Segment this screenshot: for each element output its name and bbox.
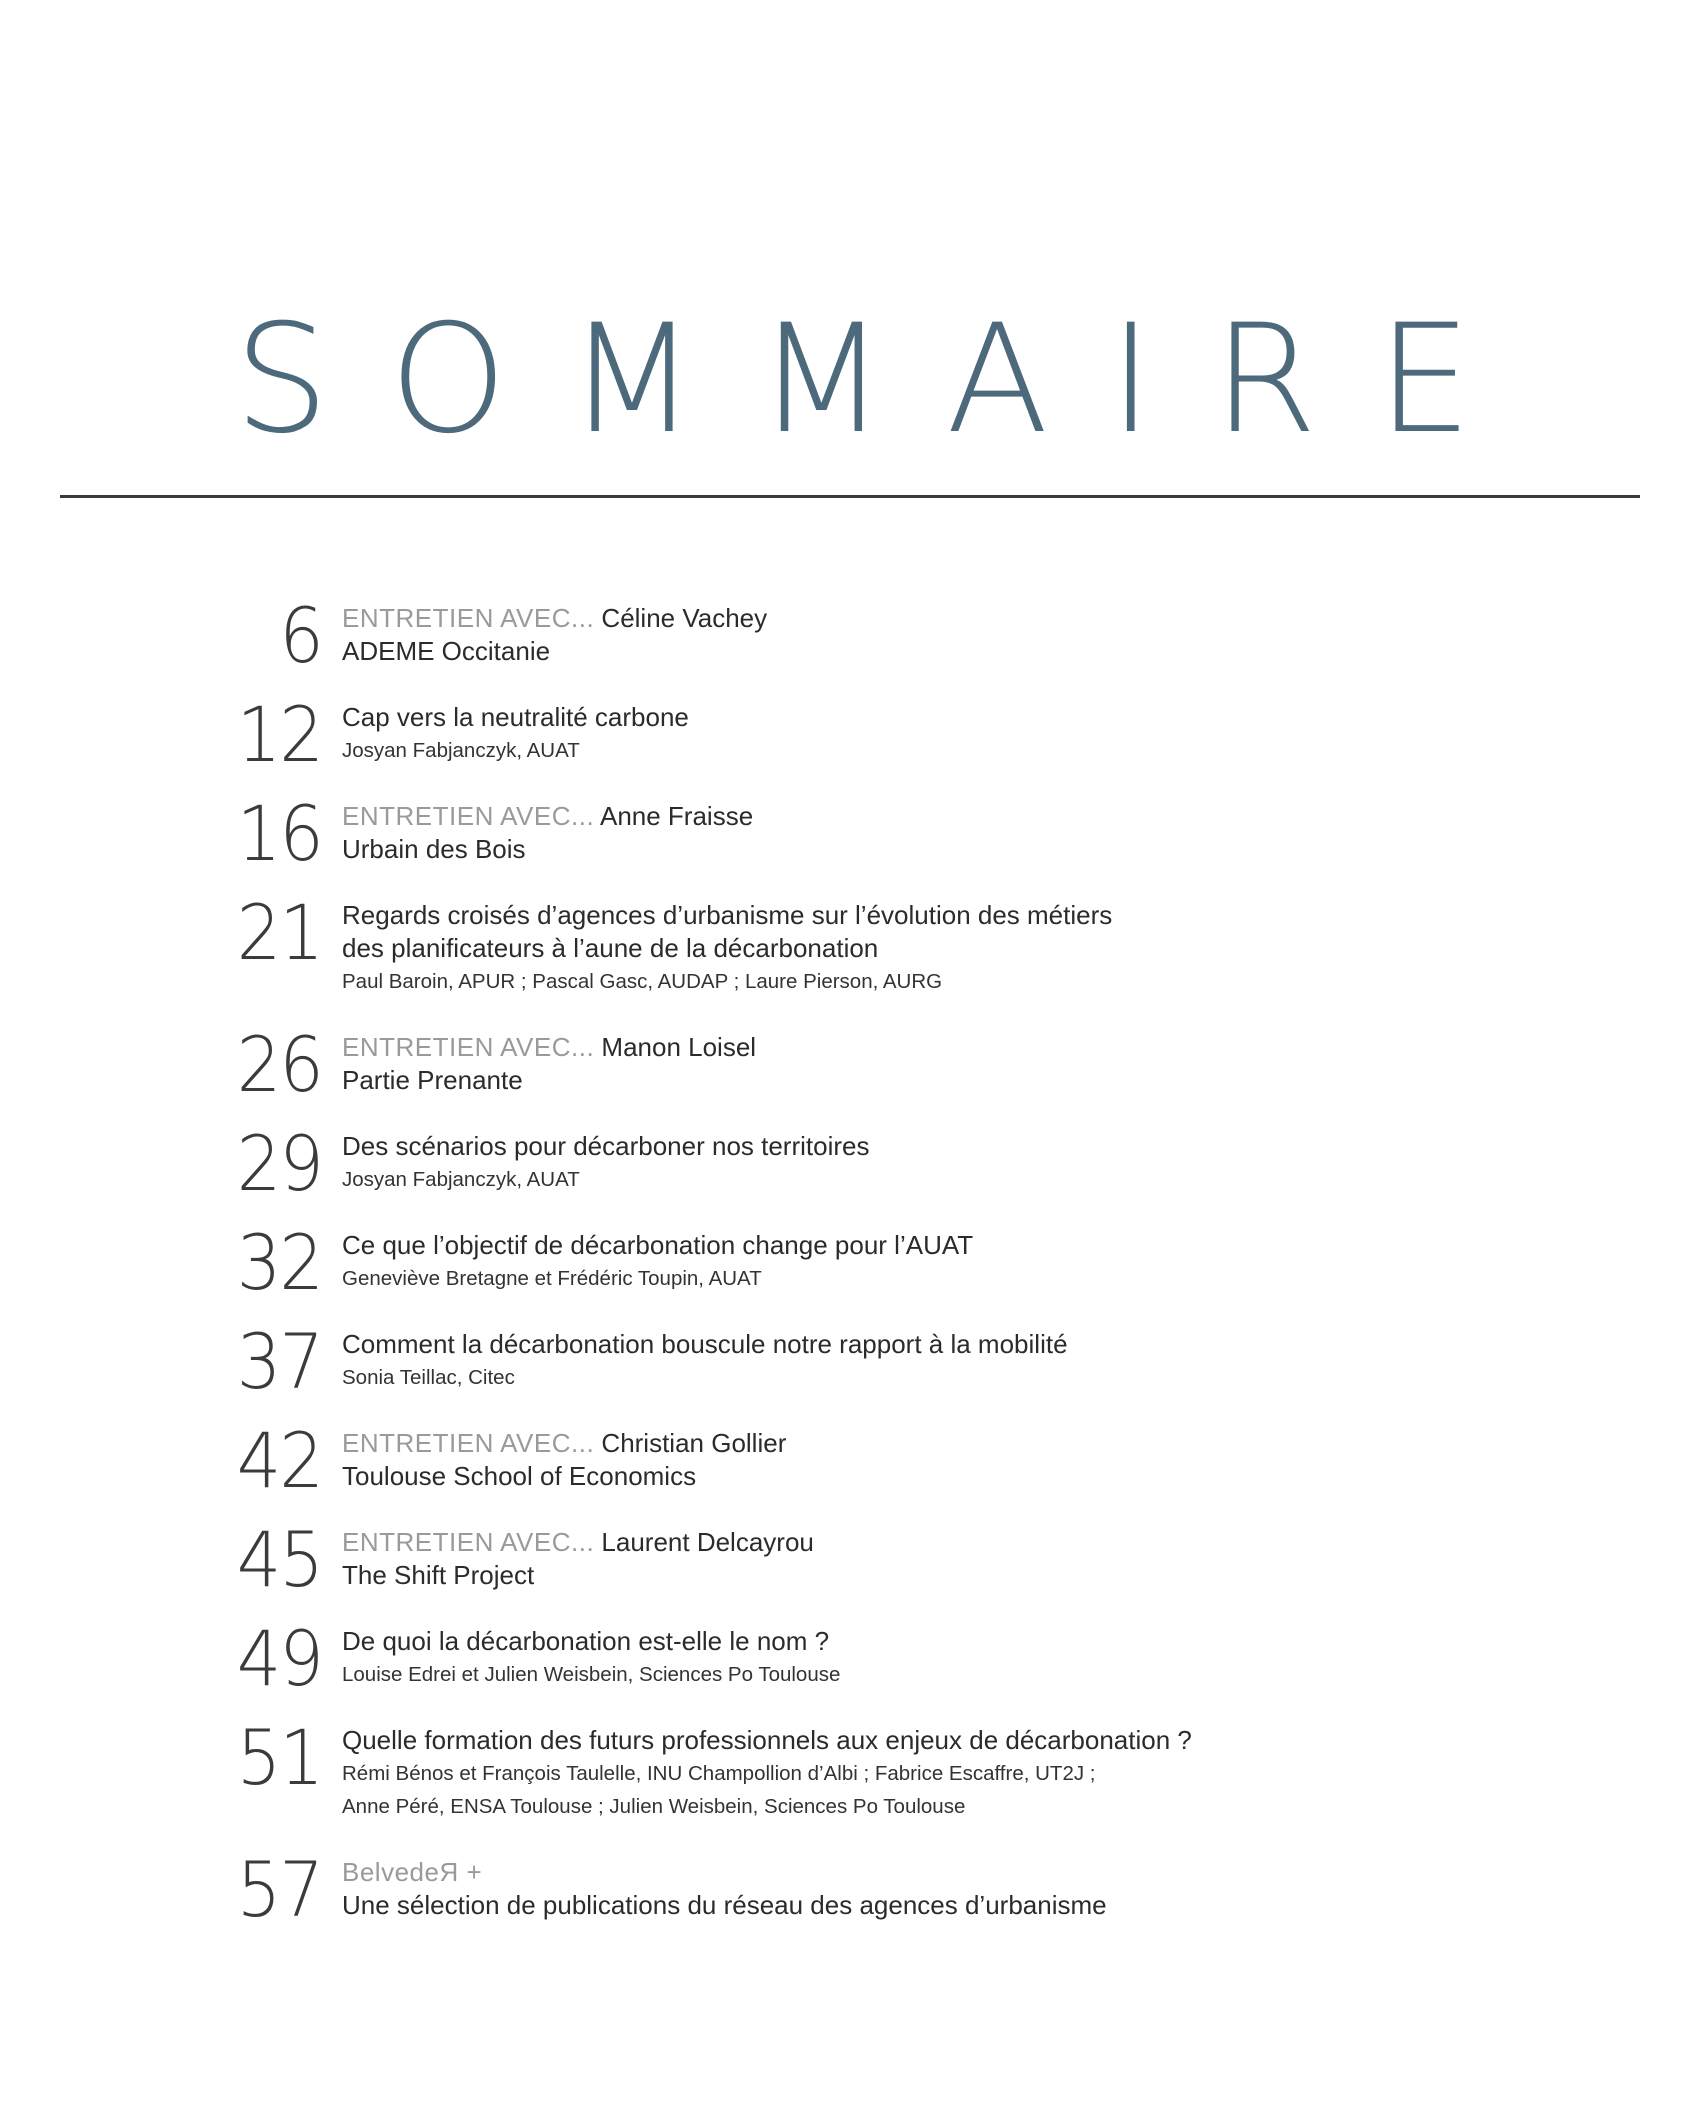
entry-text xyxy=(342,1031,1582,1097)
entry-title-line xyxy=(342,800,1582,833)
entry-title: De quoi la décarbonation est-elle le nom ? xyxy=(342,1626,830,1656)
toc-entry[interactable] xyxy=(0,1713,1684,1852)
entry-authors: Louise Edrei et Julien Weisbein, Sciences Po Toulouse xyxy=(342,1663,841,1686)
entry-subtitle: Partie Prenante xyxy=(342,1065,523,1095)
section-kicker: ENTRETIEN AVEC... xyxy=(342,603,595,633)
page-number: 49 xyxy=(236,1614,322,1703)
entry-authors: Josyan Fabjanczyk, AUAT xyxy=(342,739,580,762)
entry-subtitle: The Shift Project xyxy=(342,1560,535,1590)
entry-title-line xyxy=(342,602,1582,635)
entry-authors: Rémi Bénos et François Taulelle, INU Champollion d’Albi ; Fabrice Escaffre, UT2J ; xyxy=(342,1762,1096,1785)
entry-authors: Geneviève Bretagne et Frédéric Toupin, AUAT xyxy=(342,1267,762,1290)
page-number: 6 xyxy=(279,591,322,680)
toc-entry[interactable] xyxy=(0,1845,1684,1951)
entry-subtitle: Toulouse School of Economics xyxy=(342,1461,697,1491)
entry-title-line xyxy=(342,1031,1582,1064)
entry-title: Cap vers la neutralité carbone xyxy=(342,702,689,732)
entry-text xyxy=(342,899,1582,998)
entry-text xyxy=(342,1526,1582,1592)
entry-subtitle: Urbain des Bois xyxy=(342,834,526,864)
page-number: 29 xyxy=(236,1119,322,1208)
entry-title: Laurent Delcayrou xyxy=(594,1527,814,1557)
entry-authors: Sonia Teillac, Citec xyxy=(342,1366,515,1389)
toc-entry[interactable] xyxy=(0,1614,1684,1720)
entry-authors: Josyan Fabjanczyk, AUAT xyxy=(342,1168,580,1191)
entry-subtitle: Une sélection de publications du réseau des agences d’urbanisme xyxy=(342,1890,1107,1920)
page-number: 57 xyxy=(236,1845,322,1934)
section-kicker: ENTRETIEN AVEC... xyxy=(342,1032,595,1062)
page-number: 16 xyxy=(236,789,322,878)
entry-title: Quelle formation des futurs professionnels aux enjeux de décarbonation ? xyxy=(342,1725,1192,1755)
entry-title: Comment la décarbonation bouscule notre rapport à la mobilité xyxy=(342,1329,1068,1359)
entry-text xyxy=(342,602,1582,668)
page-number: 37 xyxy=(236,1317,322,1406)
section-kicker: ENTRETIEN AVEC... xyxy=(342,1428,595,1458)
entry-subtitle: ADEME Occitanie xyxy=(342,636,551,666)
entry-authors: Paul Baroin, APUR ; Pascal Gasc, AUDAP ; Laure Pierson, AURG xyxy=(342,970,943,993)
entry-authors-continued: Anne Péré, ENSA Toulouse ; Julien Weisbein, Sciences Po Toulouse xyxy=(342,1795,966,1818)
page-number: 26 xyxy=(236,1020,322,1109)
toc-entry[interactable] xyxy=(0,789,1684,895)
page-number: 42 xyxy=(236,1416,322,1505)
entry-title: Christian Gollier xyxy=(594,1428,787,1458)
entry-text xyxy=(342,701,1582,767)
title-divider xyxy=(60,495,1640,498)
section-kicker: BelvedeЯ + xyxy=(342,1857,483,1887)
entry-title: Anne Fraisse xyxy=(594,801,754,831)
entry-text xyxy=(342,1724,1582,1823)
toc-entry[interactable] xyxy=(0,1317,1684,1423)
entry-text xyxy=(342,1328,1582,1394)
section-kicker: ENTRETIEN AVEC... xyxy=(342,1527,595,1557)
entry-text xyxy=(342,1856,1582,1922)
toc-entry[interactable] xyxy=(0,690,1684,796)
entry-title: Des scénarios pour décarboner nos territoires xyxy=(342,1131,870,1161)
entry-text xyxy=(342,1625,1582,1691)
toc-entry[interactable] xyxy=(0,888,1684,1027)
entry-title: Regards croisés d’agences d’urbanisme sur l’évolution des métiers xyxy=(342,900,1113,930)
page-number: 51 xyxy=(236,1713,322,1802)
entry-title: Ce que l’objectif de décarbonation change pour l’AUAT xyxy=(342,1230,974,1260)
toc-entry[interactable] xyxy=(0,1119,1684,1225)
page-number: 45 xyxy=(236,1515,322,1604)
page-number: 32 xyxy=(236,1218,322,1307)
entry-text xyxy=(342,1427,1582,1493)
toc-entry[interactable] xyxy=(0,1020,1684,1126)
entry-title: Manon Loisel xyxy=(594,1032,757,1062)
page-number: 21 xyxy=(236,888,322,977)
page-title: SOMMAIRE xyxy=(234,293,1532,467)
toc-entry[interactable] xyxy=(0,591,1684,697)
entry-title: Céline Vachey xyxy=(594,603,768,633)
entry-text xyxy=(342,800,1582,866)
toc-entry[interactable] xyxy=(0,1218,1684,1324)
entry-title-continued: des planificateurs à l’aune de la décarbonation xyxy=(342,933,879,963)
entry-title-line xyxy=(342,1526,1582,1559)
page-number: 12 xyxy=(236,690,322,779)
entry-text xyxy=(342,1130,1582,1196)
entry-text xyxy=(342,1229,1582,1295)
table-of-contents xyxy=(0,591,1684,1951)
entry-title-line xyxy=(342,1856,1582,1889)
entry-title-line xyxy=(342,1427,1582,1460)
toc-entry[interactable] xyxy=(0,1416,1684,1522)
section-kicker: ENTRETIEN AVEC... xyxy=(342,801,595,831)
toc-entry[interactable] xyxy=(0,1515,1684,1621)
